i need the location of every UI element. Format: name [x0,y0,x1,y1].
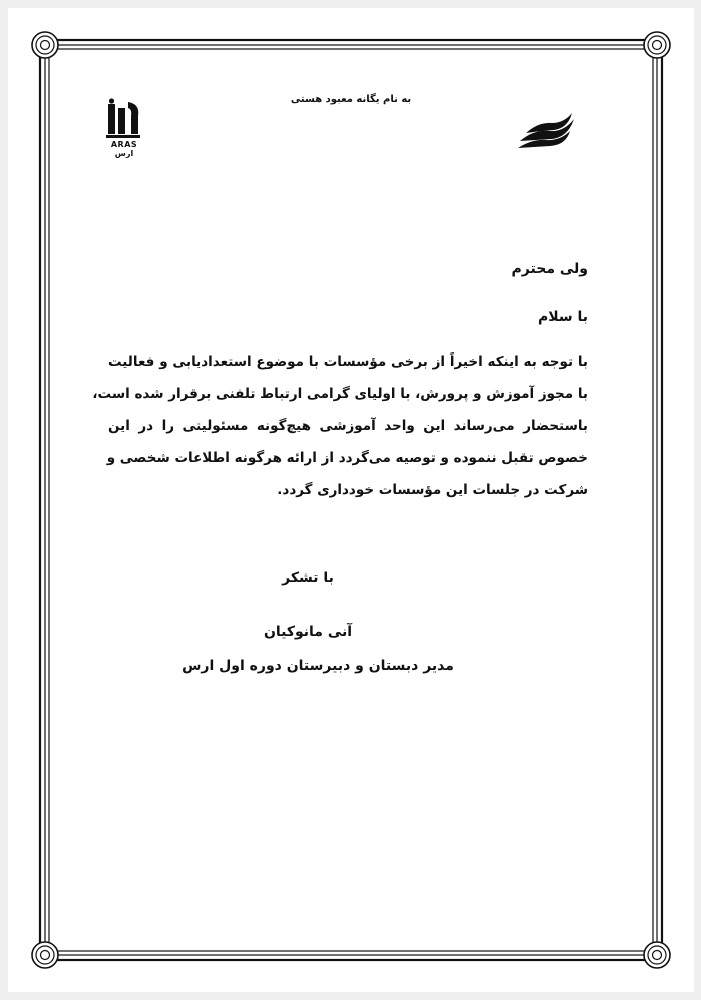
body-line: خصوص تقبل ننموده و توصیه می‌گردد از ارائه هرگونه اطلاعات شخصی و [106,450,588,466]
letter-body [92,346,588,506]
wave-emblem-icon [516,111,578,149]
body-line: با توجه به اینکه اخیراً از برخی مؤسسات با موضوع استعدادیابی و فعالیت [108,354,588,370]
logo-lettering [104,140,144,158]
corner-ornament-bottom-right [644,942,670,968]
logo-lettering-latin: ARAS [110,140,138,149]
body-line: باستحضار می‌رساند این واحد آموزشی هیچ‌گونه مسئولیتی را در این [108,418,588,434]
greeting: با سلام [537,309,588,325]
salutation: ولی محترم [511,261,588,277]
corner-ornament-bottom-left [32,942,58,968]
closing: با تشکر [282,570,334,586]
logo-lettering-persian: ارس [114,149,134,158]
school-logo-icon [104,98,154,162]
letter-page [8,8,694,992]
corner-ornament-top-right [644,32,670,58]
body-line: شرکت در جلسات این مؤسسات خودداری گردد. [277,482,588,498]
corner-ornament-top-left [32,32,58,58]
invocation-heading: به نام یگانه معبود هستی [290,94,412,105]
signer-name: آنی مانوکیان [263,624,353,640]
body-line: با مجوز آموزش و پرورش، با اولیای گرامی ارتباط تلفنی برقرار شده است، [92,386,588,402]
signer-title: مدیر دبستان و دبیرستان دوره اول ارس [182,658,454,674]
